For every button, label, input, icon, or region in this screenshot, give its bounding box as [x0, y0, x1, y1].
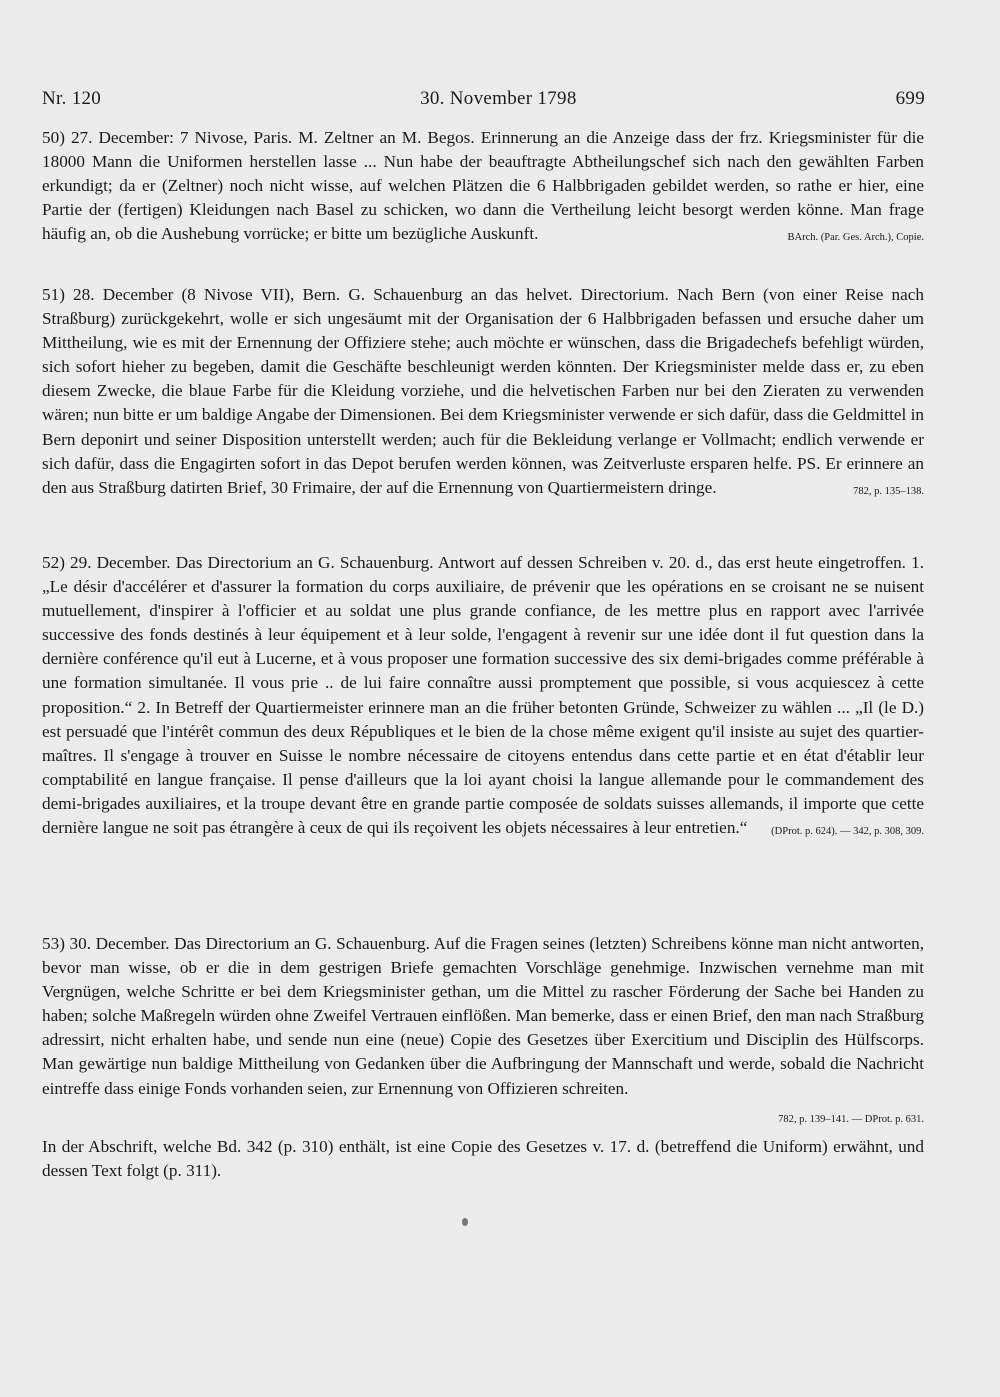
header-date: 30. November 1798: [420, 88, 577, 109]
entry-51: [42, 283, 924, 504]
entry-text: 50) 27. December: 7 Nivose, Paris. M. Zeltner an M. Begos. Erinnerung an die Anzeige dass der frz. Kriegsminister für die 18000 Mann die Uniformen herstellen lasse ... Nun habe der beauftragte Abtheilungschef sich nach den gewählten Farben erkundigt; da er (Zeltner) noch nicht wisse, auf welchen Plätzen die 6 Halbbrigaden gebildet werden, so rathe er hier, eine Partie der (fertigen) Kleidungen nach Basel zu schicken, wo dann die Vertheilung leicht besorgt werden könne. Man frage häufig an, ob die Aushebung vorrücke; er bitte um bezügliche Auskunft.: [42, 128, 924, 244]
entry-52: [42, 551, 924, 844]
entry-text: 52) 29. December. Das Directorium an G. Schauenburg. Antwort auf dessen Schreiben v. 20. d., das erst heute eingetroffen. 1. „Le désir d'accélérer et d'assurer la formation du corps auxiliaire, de prévenir que les opérations en se croisant ne se nuisent mutuellement, d'inspirer à l'officier et au soldat une plus grande confiance, de les mettre plus en rapport avec l'arrivée successive des fonds destinés à leur équipement et à leur solde, l'engagent à revenir sur une idée dont il fut question dans la dernière conférence qu'il eut à Lucerne, et à vous proposer une formation successive des six demi-brigades comme préférable à une formation simultanée. Il vous prie .. de lui faire connaître aussi promptement que possible, si vous acquiescez à cette proposition.“ 2. In Betreff der Quartiermeister erinnere man an die früher betonten Gründe, Schweizer zu wählen ... „Il (le D.) est persuadé que l'intérêt commun des deux Républiques et le bien de la chose même exigent qu'il insiste au sujet des quartier-maîtres. Il s'engage à trouver en Suisse le nombre nécessaire de citoyens entendus dans cette partie et en état d'établir leur comptabilité en langue française. Il pense d'ailleurs que la loi ayant choisi la langue allemande pour le commandement des demi-brigades auxiliaires, et la troupe devant être en grande partie composée de soldats suisses allemands, il importe que cette dernière langue ne soit pas étrangère à ceux de qui ils reçoivent les objets nécessaires à leur entretien.“: [42, 553, 924, 838]
entry-53: [42, 932, 924, 1101]
footnote-paragraph: In der Abschrift, welche Bd. 342 (p. 310) enthält, ist eine Copie des Gesetzes v. 17. d. (betreffend die Uniform) erwähnt, und dessen Text folgt (p. 311).: [42, 1137, 924, 1181]
entry-source-ref: (DProt. p. 624). — 342, p. 308, 309.: [771, 826, 924, 838]
entry-source-ref: 782, p. 135–138.: [853, 485, 924, 497]
page-header: [42, 88, 925, 110]
ink-spot: [462, 1218, 468, 1226]
entry-text: 53) 30. December. Das Directorium an G. Schauenburg. Auf die Fragen seines (letzten) Schreibens könne man nicht antworten, bevor man wisse, ob er die in dem gestrigen Briefe gemachten Vorschläge genehmige. Inzwischen vernehme man mit Vergnügen, welche Schritte er bei dem Kriegsminister gethan, um die Mittel zu rascher Förderung der Sache bei Handen zu haben; solche Maßregeln würden ohne Zweifel Vertrauen einflößen. Man bemerke, dass er einen Brief, den man nach Straßburg adressirt, nicht erhalten habe, und sende nun eine (neue) Copie des Gesetzes über Exercitium und Disciplin des Hülfscorps. Man gewärtige nun baldige Mittheilung von Gedanken über die Aufbringung der Mannschaft und werde, sobald die Nachricht eintreffe dass einige Fonds vorhanden seien, zur Ernennung von Offizieren schreiten.: [42, 934, 924, 1098]
entry-text: 51) 28. December (8 Nivose VII), Bern. G. Schauenburg an das helvet. Directorium. Nach Bern (von einer Reise nach Straßburg) zurückgekehrt, wolle er sich ungesäumt mit der Organisation der 6 Halbbrigaden befassen und ersuche daher um Mittheilung, wie es mit der Ernennung der Offiziere stehe; auch möchte er wünschen, dass die Brigadechefs befehligt würden, sich sofort hieher zu begeben, damit die Geschäfte beschleunigt werden könnten. Der Kriegsminister melde dass er, zu eben diesem Zwecke, die blaue Farbe für die Kleidung vorziehe, und die helvetischen Farben nur bei den Zieraten zu verwenden wären; nun bitte er um baldige Angabe der Dimensionen. Bei dem Kriegsminister verwende er sich dafür, dass die Geldmittel in Bern deponirt und seiner Disposition unterstellt werden; auch für die Bekleidung verlange er Vollmacht; endlich verwende er sich dafür, dass die Engagirten sofort in das Depot berufen werden können, was Zeitverluste ersparen helfe. PS. Er erinnere an den aus Straßburg datirten Brief, 30 Frimaire, der auf die Ernennung von Quartiermeistern dringe.: [42, 285, 924, 497]
entry-50: [42, 126, 924, 250]
document-number: Nr. 120: [42, 88, 102, 109]
entry-source-ref: 782, p. 139–141. — DProt. p. 631.: [778, 1114, 924, 1125]
entry-source-ref: BArch. (Par. Ges. Arch.), Copie.: [787, 232, 924, 244]
page-number: 699: [895, 88, 925, 109]
